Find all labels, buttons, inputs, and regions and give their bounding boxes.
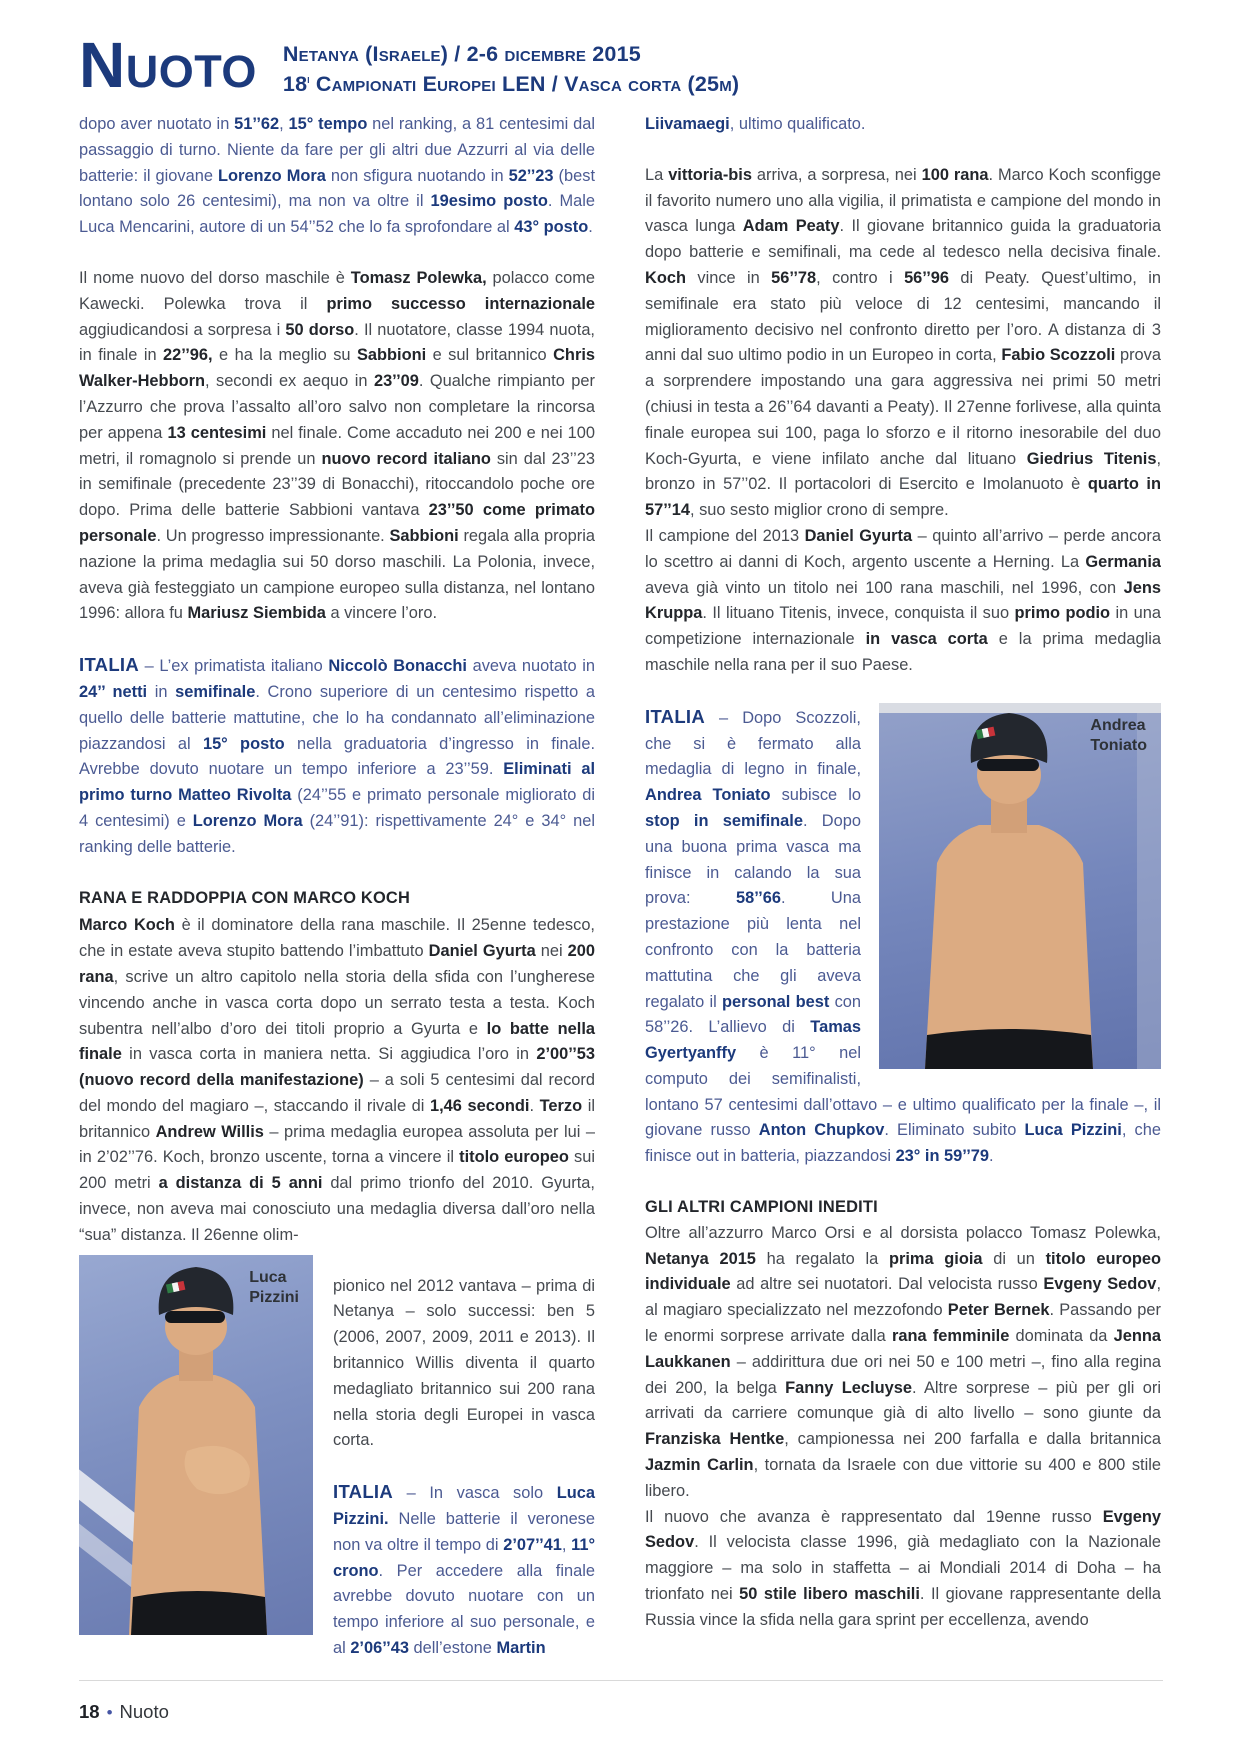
page-number: 18: [79, 1701, 100, 1722]
left-column: [79, 112, 595, 1657]
article-paragraph: ITALIA – In vasca solo Luca Pizzini. Nelle batterie il veronese non va oltre il tempo di 2’07’’41, 11° crono. Per accedere alla finale avrebbe dovuto nuotare con un tempo inferiore al suo personale, e al 2’06’’43 dell’estone Martin: [333, 1481, 596, 1657]
photo-caption: Andrea Toniato: [1090, 716, 1147, 754]
section-heading: RANA E RADDOPPIA CON MARCO KOCH: [79, 888, 410, 907]
article-paragraph: Liivamaegi, ultimo qualificato.: [645, 115, 866, 133]
article-paragraph: ITALIA – Dopo Scozzoli, che si è fermato alla medaglia di legno in finale, Andrea Toniato subisce lo stop in semifinale. Dopo una buona prima vasca ma finisce in calando la sua prova: 58’’66. Una prestazione più lenta nel confronto con la batteria mattutina che gli aveva regalato il personal best con 58’’26. L’allievo di Tamas Gyertyanffy è 11° nel computo dei semifinalisti, lontano 57 centesimi dall’ottavo – e ultimo qualificato per la finale –, il giovane russo Anton Chupkov. Eliminato subito Luca Pizzini, che finisce out in batteria, piazzandosi 23° in 59’’79.: [645, 705, 1161, 1166]
article-paragraph: Marco Koch è il dominatore della rana maschile. Il 25enne tedesco, che in estate aveva stupito battendo l’imbattuto Daniel Gyurta nei 200 rana, scrive un altro capitolo nella storia della sfida con l’ungherese vincendo anche in vasca corta dopo un serrato testa a testa. Koch subentra nell’albo d’oro dei titoli proprio a Gyurta e lo batte nella finale in vasca corta in maniera netta. Si aggiudica l’oro in 2’00’’53 (nuovo record della manifestazione) – a soli 5 centesimi dal record del mondo del magiaro –, staccando il rivale di 1,46 secondi. Terzo il britannico Andrew Willis – prima medaglia europea assoluta per lui – in 2’02’’76. Koch, bronzo uscente, torna a vincere il titolo europeo sui 200 metri a distanza di 5 anni dal primo trionfo del 2010. Gyurta, invece, non aveva mai conosciuto una medaglia diversa dall’oro nella “sua” distanza. Il 26enne olim-: [79, 916, 596, 1244]
section-title: Nuoto: [79, 29, 257, 101]
article-paragraph: Il nuovo che avanza è rappresentato dal 19enne russo Evgeny Sedov. Il velocista classe 1996, già medagliato con la Nazionale maggiore – ma solo in staffetta – ai Mondiali 2014 di Doha – ha trionfato nei 50 stile libero maschili. Il giovane rappresentante della Russia vince la sfida nella gara sprint per eccellenza, avendo: [645, 1507, 1161, 1629]
article-paragraph: ITALIA – L’ex primatista italiano Niccolò Bonacchi aveva nuotato in 24’’ netti in semifinale. Crono superiore di un centesimo rispetto a quello delle batterie mattutine, che lo ha condannato all’eliminazione piazzandosi al 15° posto nella graduatoria d’ingresso in finale. Avrebbe dovuto nuotare un tempo inferiore a 23’’59. Eliminati al primo turno Matteo Rivolta (24’’55 e primato personale migliorato di 4 centesimi) e Lorenzo Mora (24’’91): rispettivamente 24° e 34° nel ranking delle batterie.: [79, 654, 596, 856]
photo-luca-pizzini: [79, 1255, 313, 1635]
right-column: [645, 112, 1161, 1657]
article-paragraph: dopo aver nuotato in 51’’62, 15° tempo nel ranking, a 81 centesimi dal passaggio di turno. Niente da fare per gli altri due Azzurri al via delle batterie: il giovane Lorenzo Mora non sfigura nuotando in 52’’23 (best lontano solo 26 centesimi), ma non va oltre il 19esimo posto. Male Luca Mencarini, autore di un 54’’52 che lo fa sprofondare al 43° posto.: [79, 115, 596, 237]
event-location-date: Netanya (Israele) / 2-6 dicembre 2015: [282, 42, 641, 66]
swimmer-illustration: [879, 703, 1161, 1069]
event-subtitle: [283, 42, 739, 97]
article-paragraph: La vittoria-bis arriva, a sorpresa, nei 100 rana. Marco Koch sconfigge il favorito numero uno alla vigilia, il primatista e campione del mondo in vasca lunga Adam Peaty. Il giovane britannico guida la graduatoria dopo batterie e semifinali, ma cede al tedesco nella decisiva finale. Koch vince in 56’’78, contro i 56’’96 di Peaty. Quest’ultimo, in semifinale era stato più veloce di 12 centesimi, mancando il miglioramento decisivo nel confronto diretto per l’oro. A distanza di 3 anni dal suo ultimo podio in un Europeo in corta, Fabio Scozzoli prova a sorprendere impostando una gara aggressiva nei primi 50 metri (chiusi in testa a 26’’64 davanti a Peaty). Il 27enne forlivese, alla quinta finale europea sui 100, paga lo sforzo e il ritorno inesorabile del duo Koch-Gyurta, e viene infilato anche dal lituano Giedrius Titenis, bronzo in 57’’02. Il portacolori di Esercito e Imolanuoto è quarto in 57’’14, suo sesto miglior crono di sempre.: [645, 165, 1161, 520]
page-header: [79, 29, 1163, 101]
article-paragraph: pionico nel 2012 vantava – prima di Netanya – solo successi: ben 5 (2006, 2007, 2009, 2011 e 2013). Il britannico Willis diventa il quarto medagliato britannico sui 200 rana nella storia degli Europei in vasca corta.: [333, 1276, 595, 1450]
swimmer-illustration: [79, 1255, 313, 1635]
edition-superscript: i: [307, 72, 310, 86]
footer-section-name: Nuoto: [119, 1701, 169, 1722]
article-paragraph: Oltre all’azzurro Marco Orsi e al dorsista polacco Tomasz Polewka, Netanya 2015 ha regalato la prima gioia di un titolo europeo individuale ad altre sei nuotatori. Dal velocista russo Evgeny Sedov, al magiaro specializzato nel mezzofondo Peter Bernek. Passando per le enormi sorprese arrivate dalla rana femminile dominata da Jenna Laukkanen – addirittura due ori nei 50 e 100 metri –, fino alla regina dei 200, la belga Fanny Lecluyse. Altre sorprese – più per gli ori arrivati da carriere comunque già di alto livello – sono giunte da Franziska Hentke, campionessa nei 200 farfalla e dalla britannica Jazmin Carlin, tornata da Israele con due vittorie su 400 e 800 stile libero.: [645, 1223, 1161, 1500]
photo-caption: Luca Pizzini: [249, 1268, 299, 1306]
photo-andrea-toniato: [879, 703, 1161, 1069]
bullet-separator: •: [106, 1703, 113, 1722]
article-paragraph: Il nome nuovo del dorso maschile è Tomasz Polewka, polacco come Kawecki. Polewka trova il primo successo internazionale aggiudicandosi a sorpresa i 50 dorso. Il nuotatore, classe 1994 nuota, in finale in 22’’96, e ha la meglio su Sabbioni e sul britannico Chris Walker-Hebborn, secondi ex aequo in 23’’09. Qualche rimpianto per l’Azzurro che prova l’assalto all’oro salvo non completare la rincorsa per appena 13 centesimi nel finale. Come accaduto nei 200 e nei 100 metri, il romagnolo si prende un nuovo record italiano sin dal 23’’23 in semifinale (precedente 23’’39 di Bonacchi), ritoccandolo poche ore dopo. Prima delle batterie Sabbioni vantava 23’’50 come primato personale. Un progresso impressionante. Sabbioni regala alla propria nazione la prima medaglia sui 50 dorso maschili. La Polonia, invece, aveva già festeggiato un campione europeo sulla distanza, nel lontano 1996: allora fu Mariusz Siembida a vincere l’oro.: [79, 268, 596, 623]
article-paragraph: Il campione del 2013 Daniel Gyurta – quinto all’arrivo – perde ancora lo scettro ai danni di Koch, argento uscente a Herning. La Germania aveva già vinto un titolo nei 100 rana maschili, nel 1996, con Jens Kruppa. Il lituano Titenis, invece, conquista il suo primo podio in una competizione internazionale in vasca corta e la prima medaglia maschile nella rana per il suo Paese.: [645, 526, 1161, 674]
page-footer: [79, 1680, 1163, 1723]
section-heading: GLI ALTRI CAMPIONI INEDITI: [645, 1198, 878, 1217]
event-edition: 18$^i$ Campionati Europei LEN / Vasca corta (25m): [282, 72, 740, 97]
article-body: [79, 112, 1161, 1657]
